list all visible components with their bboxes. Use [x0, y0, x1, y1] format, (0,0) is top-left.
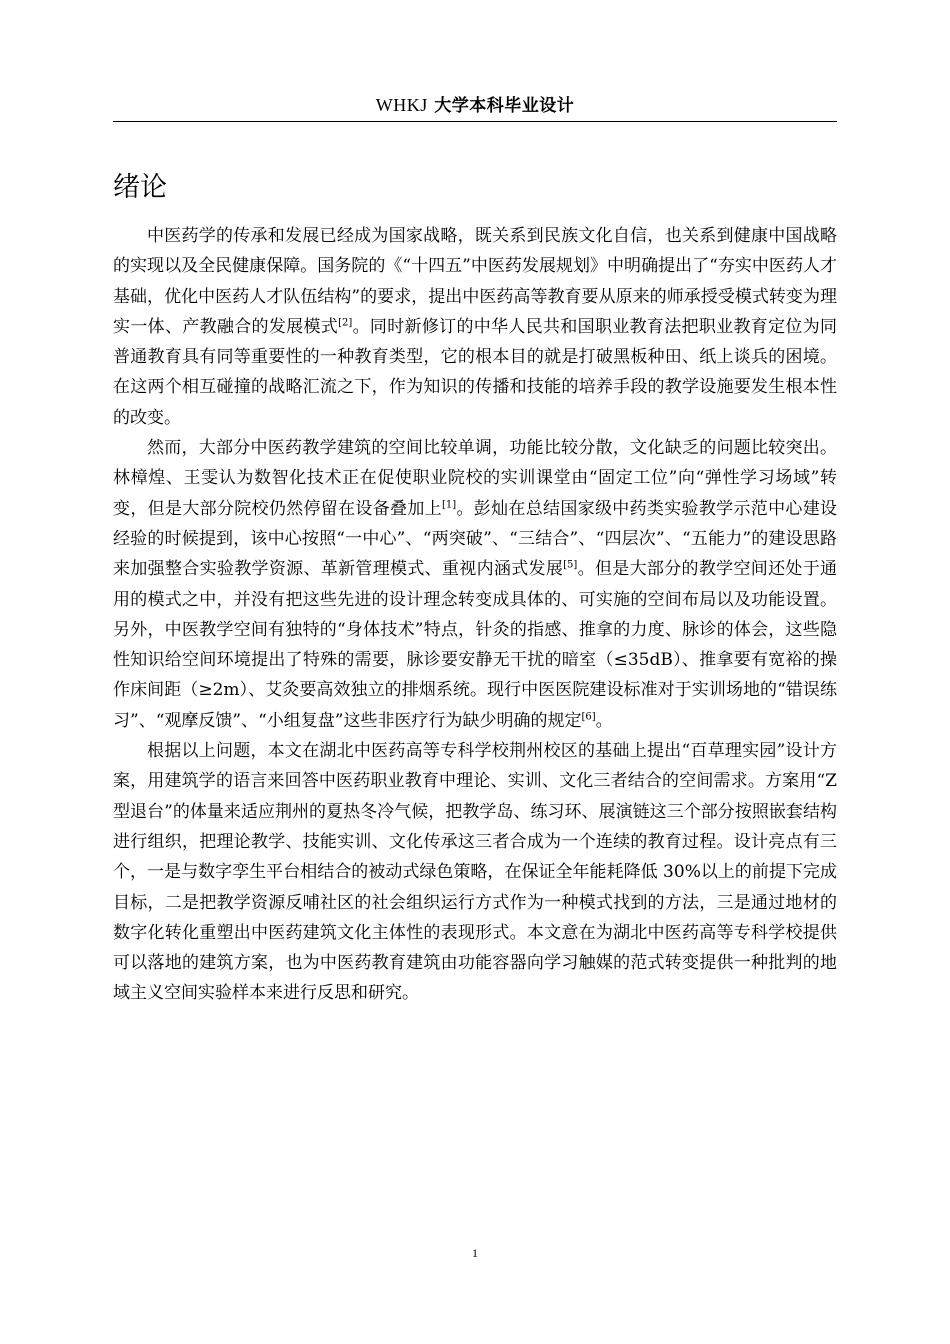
section-title: 绪论: [113, 172, 167, 203]
text-run: 然而，大部分中医药教学建筑的空间比较单调，功能比较分散，文化缺乏的问题比较突出。林樟煌、王雯认为数智化技术正在促使职业院校的实训课堂由“固定工位”向“弹性学习场域”转变，但是大部分院校仍然停留在设备叠加上: [113, 438, 837, 519]
header-code: WHKJ: [375, 95, 428, 115]
citation-ref: [6]: [581, 711, 596, 723]
text-run: 中医药学的传承和发展已经成为国家战略，既关系到民族文化自信，也关系到健康中国战略的实现以及全民健康保障。国务院的《“十四五”中医药发展规划》中明确提出了“夯实中医药人才基础，优化中医药人才队伍结构”的要求，提出中医药高等教育要从原来的师承授受模式转变为理实一体、产教融合的发展模式: [113, 226, 837, 337]
text-run: 。: [595, 710, 613, 731]
paragraph: [113, 433, 837, 736]
citation-ref: [5]: [563, 559, 578, 571]
citation-ref: [2]: [338, 317, 353, 329]
header-name: 大学本科毕业设计: [434, 96, 575, 116]
page-number: 1: [472, 1246, 478, 1260]
header-title: [376, 94, 575, 116]
paragraph: [113, 736, 837, 1009]
text-run: 。同时新修订的中华人民共和国职业教育法把职业教育定位为同普通教育具有同等重要性的一种教育类型，它的根本目的就是打破黑板种田、纸上谈兵的困境。在这两个相互碰撞的战略汇流之下，作为知识的传播和技能的培养手段的教学设施要发生根本性的改变。: [113, 316, 838, 428]
text-run: 根据以上问题，本文在湖北中医药高等专科学校荆州校区的基础上提出“百草理实园”设计方案，用建筑学的语言来回答中医药职业教育中理论、实训、文化三者结合的空间需求。方案用“Z 型退台”的体量来适应荆州的夏热冬冷气候，把教学岛、练习环、展演链这三个部分按照嵌套结构进行组织，把理论教学、技能实训、文化传承这三者合成为一个连续的教育过程。设计亮点有三个，一是与数字孪生平台相结合的被动式绿色策略，在保证全年能耗降低 30%以上的前提下完成目标，二是把教学资源反哺社区的社会组织运行方式作为一种模式找到的方法，三是通过地材的数字化转化重塑出中医药建筑文化主体性的表现形式。本文意在为湖北中医药高等专科学校提供可以落地的建筑方案，也为中医药教育建筑由功能容器向学习触媒的范式转变提供一种批判的地域主义空间实验样本来进行反思和研究。: [113, 741, 837, 1004]
text-run: 。但是大部分的教学空间还处于通用的模式之中，并没有把这些先进的设计理念转变成具体的、可实施的空间布局以及功能设置。另外，中医教学空间有独特的“身体技术”特点，针灸的指感、推拿的力度、脉诊的体会，这些隐性知识给空间环境提出了特殊的需要，脉诊要安静无干扰的暗室（≤35dB）、推拿要有宽裕的操作床间距（≥2m）、艾灸要高效独立的排烟系统。现行中医医院建设标准对于实训场地的“错误练习”、“观摩反馈”、“小组复盘”这些非医疗行为缺少明确的规定: [113, 559, 838, 731]
page-header: [113, 92, 837, 122]
paragraph: [113, 221, 837, 433]
citation-ref: [1]: [441, 499, 457, 511]
text-run: 。彭灿在总结国家级中药类实验教学示范中心建设经验的时候提到，该中心按照“一中心”、“两突破”、“三结合”、“四层次”、“五能力”的建设思路来加强整合实验教学资源、革新管理模式、重视内涵式发展: [113, 498, 838, 580]
body-text: [113, 221, 837, 1009]
